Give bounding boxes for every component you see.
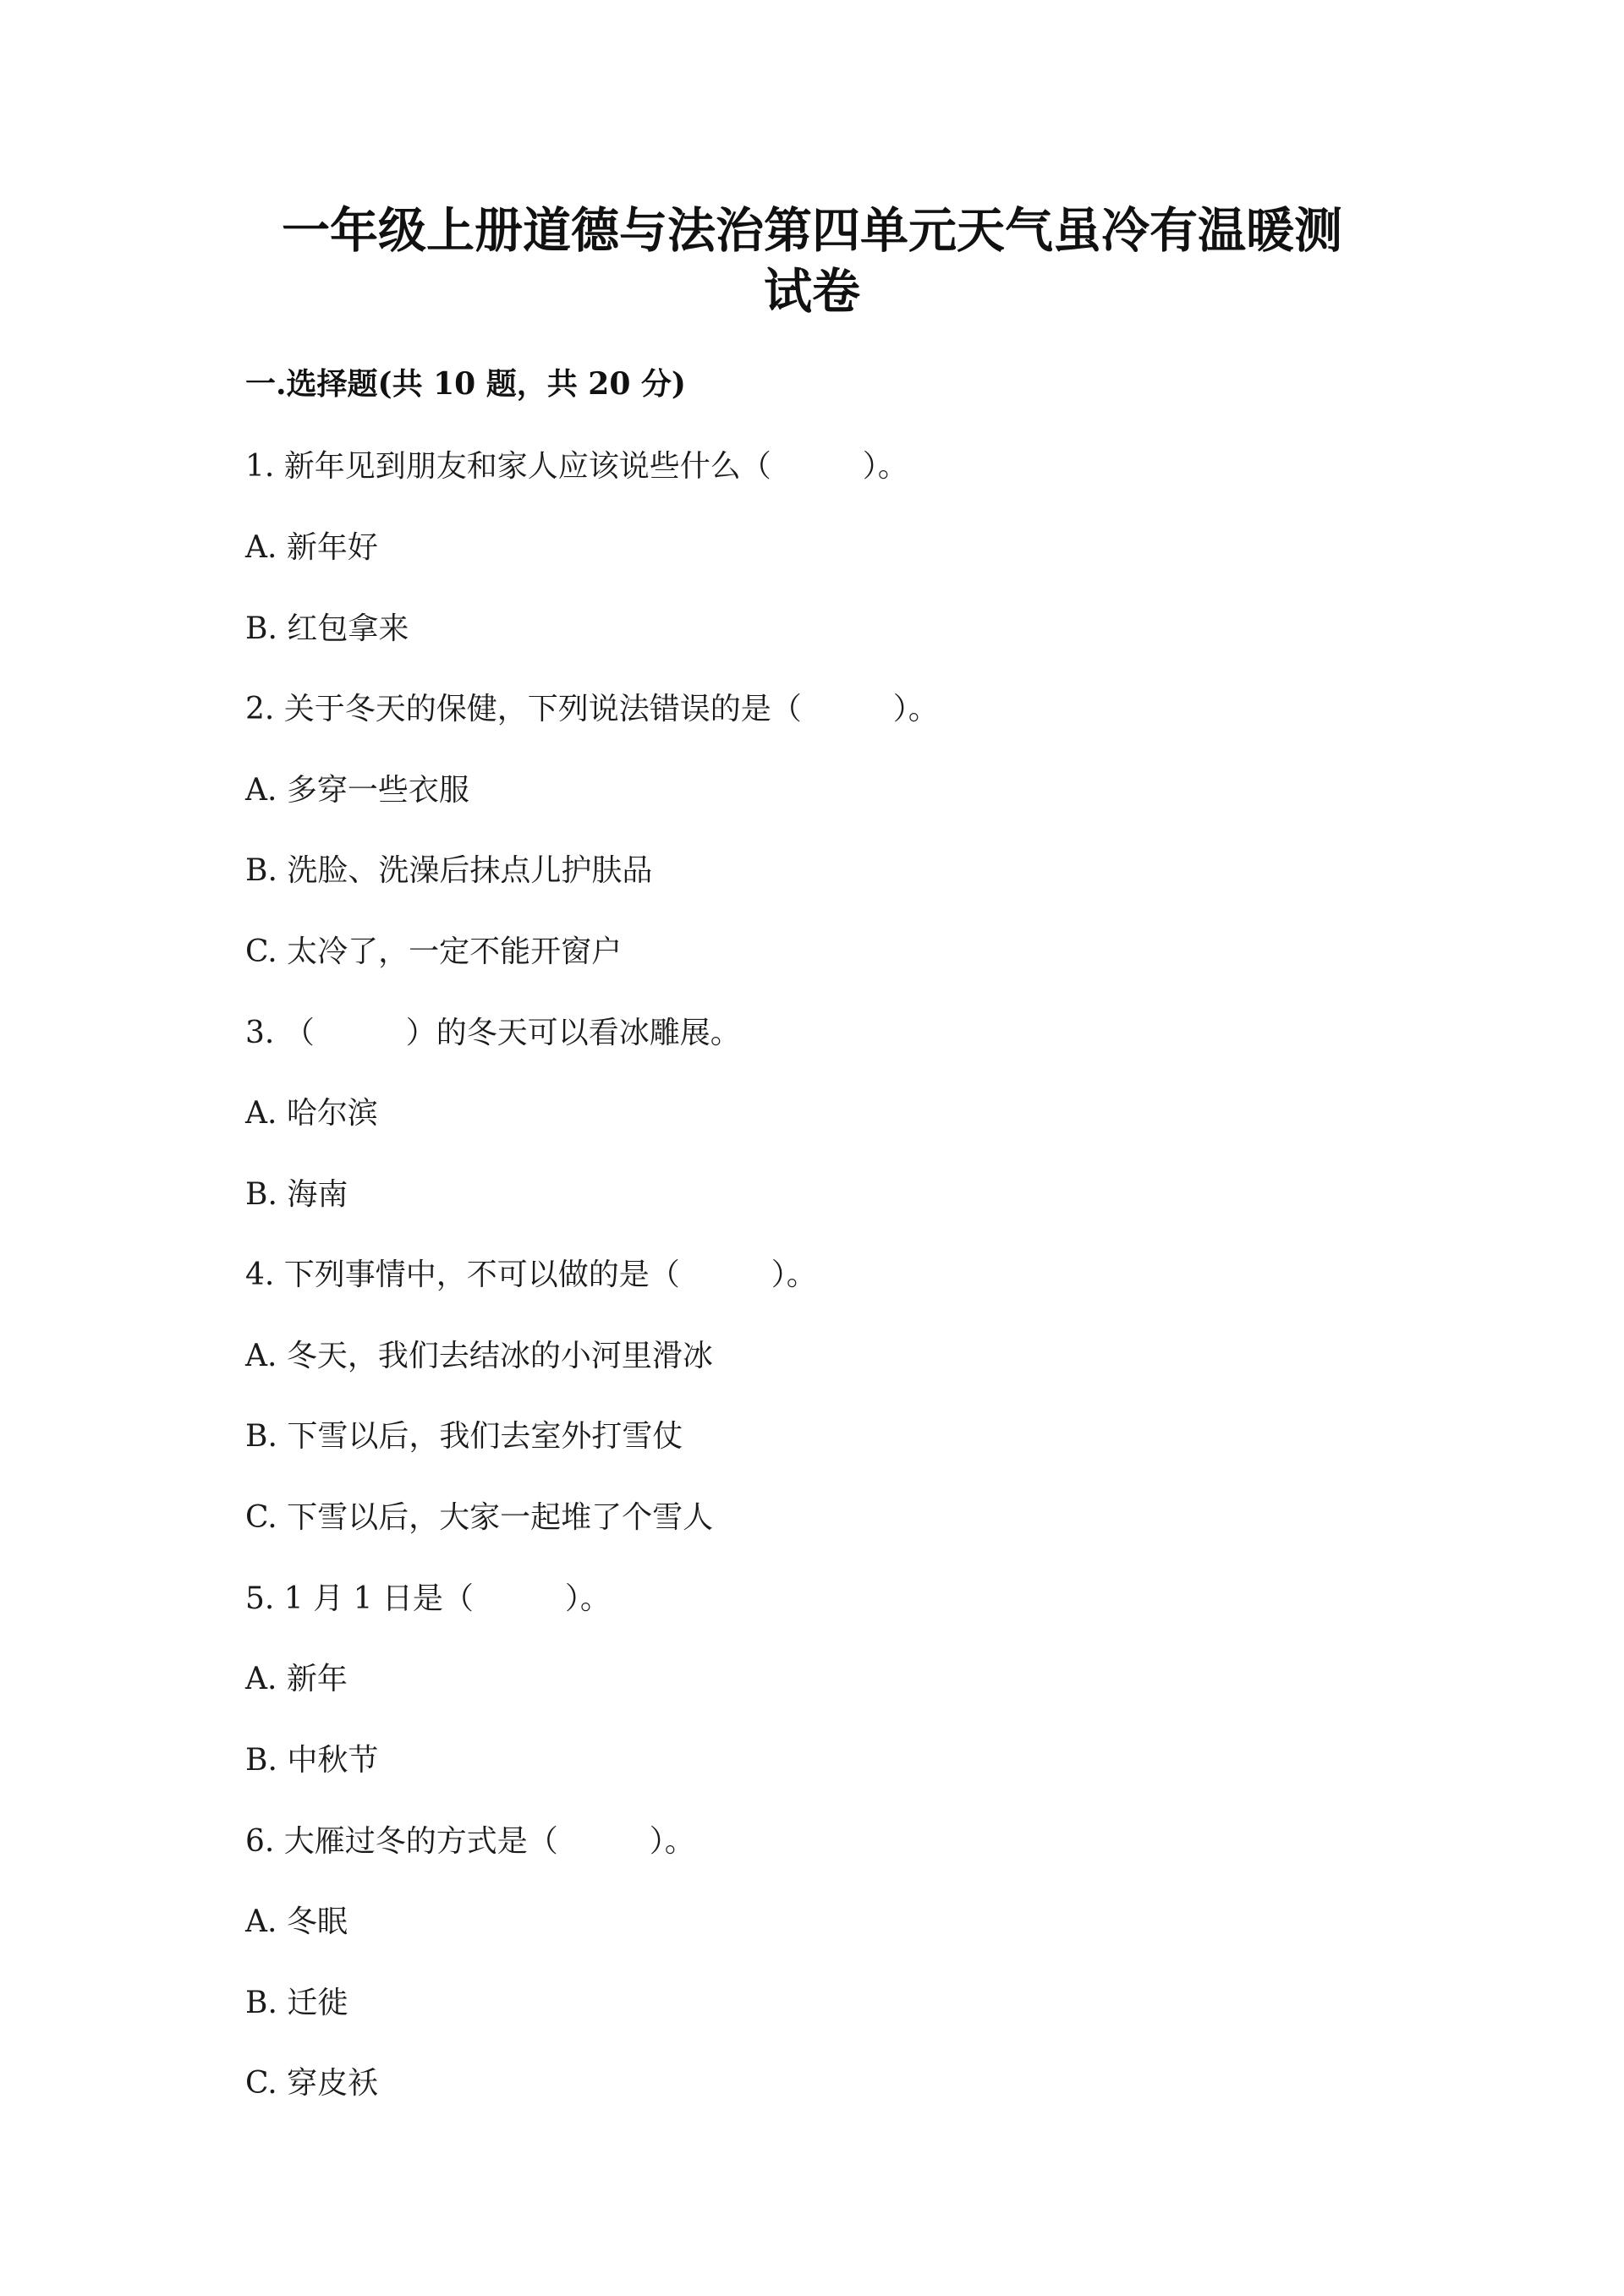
question-6-stem: 6. 大雁过冬的方式是（ ）。	[245, 1824, 695, 1859]
question-2-stem: 2. 关于冬天的保健，下列说法错误的是（ ）。	[245, 692, 939, 726]
question-5-stem: 5. 1 月 1 日是（ ）。	[245, 1581, 611, 1616]
question-6-option-c: C. 穿皮袄	[245, 2066, 379, 2101]
question-5-option-b: B. 中秋节	[245, 1743, 379, 1778]
question-4-option-c: C. 下雪以后，大家一起堆了个雪人	[245, 1500, 714, 1535]
page-title-line-1: 一年级上册道德与法治第四单元天气虽冷有温暖测	[282, 202, 1342, 259]
question-1-stem: 1. 新年见到朋友和家人应该说些什么（ ）。	[245, 449, 908, 484]
question-2-option-b: B. 洗脸、洗澡后抹点儿护肤品	[245, 853, 653, 888]
question-2-option-c: C. 太冷了，一定不能开窗户	[245, 934, 623, 969]
question-6-option-b: B. 迁徙	[245, 1986, 348, 2020]
page-title-line-2: 试卷	[764, 263, 860, 320]
question-1-option-b: B. 红包拿来	[245, 611, 409, 646]
question-1-option-a: A. 新年好	[245, 530, 378, 565]
question-3-option-a: A. 哈尔滨	[245, 1096, 378, 1131]
section-heading: 一.选择题(共 10 题，共 20 分)	[245, 366, 686, 402]
question-5-option-a: A. 新年	[245, 1662, 348, 1696]
question-3-stem: 3. （ ）的冬天可以看冰雕展。	[245, 1016, 741, 1050]
question-3-option-b: B. 海南	[245, 1177, 348, 1212]
question-6-option-a: A. 冬眠	[245, 1904, 348, 1939]
question-2-option-a: A. 多穿一些衣服	[245, 773, 469, 808]
question-4-option-a: A. 冬天，我们去结冰的小河里滑冰	[245, 1339, 713, 1373]
question-4-option-b: B. 下雪以后，我们去室外打雪仗	[245, 1419, 683, 1454]
question-4-stem: 4. 下列事情中，不可以做的是（ ）。	[245, 1258, 817, 1292]
